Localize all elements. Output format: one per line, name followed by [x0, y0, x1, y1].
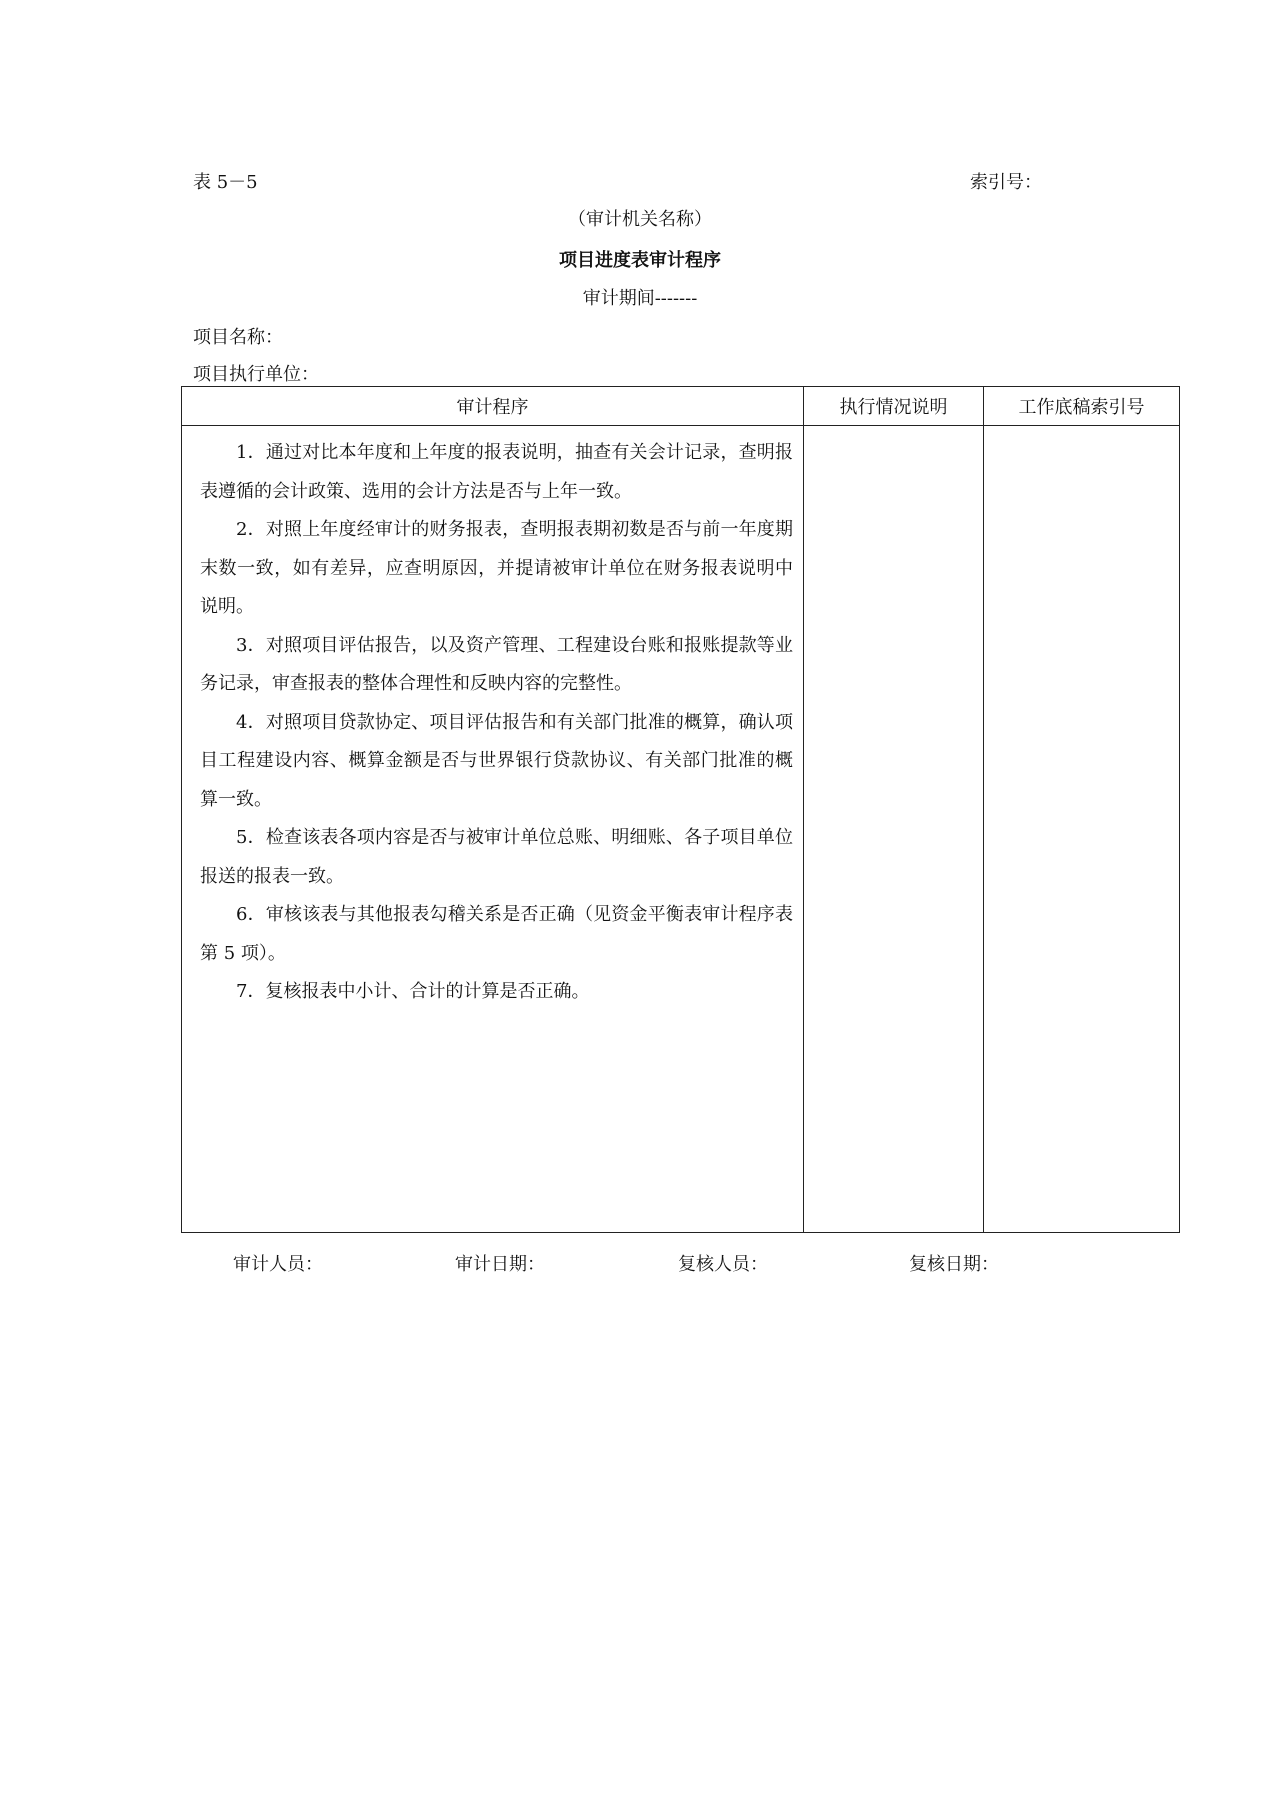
workpaper-index-cell[interactable] — [984, 426, 1180, 1233]
audit-period: 审计期间------- — [582, 288, 698, 309]
procedure-item-5: 5．检查该表各项内容是否与被审计单位总账、明细账、各子项目单位报送的报表一致。 — [200, 827, 793, 887]
audit-procedure-table — [181, 386, 1180, 1233]
auditor-label: 审计人员： — [233, 1254, 323, 1275]
execution-notes-cell[interactable] — [804, 426, 984, 1233]
table-number: 表 5－5 — [193, 172, 258, 193]
table-header-row — [182, 387, 1180, 426]
reviewer-label: 复核人员： — [678, 1254, 768, 1275]
procedure-item-4: 4．对照项目贷款协定、项目评估报告和有关部门批准的概算，确认项目工程建设内容、概算金额是否与世界银行贷款协议、有关部门批准的概算一致。 — [200, 711, 793, 810]
audit-agency-name: （审计机关名称） — [568, 209, 712, 230]
page-title: 项目进度表审计程序 — [559, 250, 721, 271]
column-header-execution-notes: 执行情况说明 — [804, 387, 984, 426]
index-number-label: 索引号： — [970, 172, 1042, 193]
column-header-procedure: 审计程序 — [182, 387, 804, 426]
procedure-item-7: 7．复核报表中小计、合计的计算是否正确。 — [236, 981, 590, 1002]
procedure-item-1: 1．通过对比本年度和上年度的报表说明，抽查有关会计记录，查明报表遵循的会计政策、选用的会计方法是否与上年一致。 — [200, 442, 793, 502]
review-date-label: 复核日期： — [909, 1254, 999, 1275]
procedure-item-6: 6．审核该表与其他报表勾稽关系是否正确（见资金平衡表审计程序表第 5 项）。 — [200, 904, 793, 964]
table-body-row — [182, 426, 1180, 1233]
project-name-label: 项目名称： — [193, 327, 283, 348]
execution-unit-label: 项目执行单位： — [193, 364, 319, 385]
procedure-item-3: 3．对照项目评估报告，以及资产管理、工程建设台账和报账提款等业务记录，审查报表的整体合理性和反映内容的完整性。 — [200, 634, 793, 694]
procedure-cell — [182, 426, 804, 1233]
column-header-workpaper-index: 工作底稿索引号 — [984, 387, 1180, 426]
audit-date-label: 审计日期： — [455, 1254, 545, 1275]
procedure-item-2: 2．对照上年度经审计的财务报表，查明报表期初数是否与前一年度期末数一致，如有差异，应查明原因，并提请被审计单位在财务报表说明中说明。 — [200, 519, 793, 617]
